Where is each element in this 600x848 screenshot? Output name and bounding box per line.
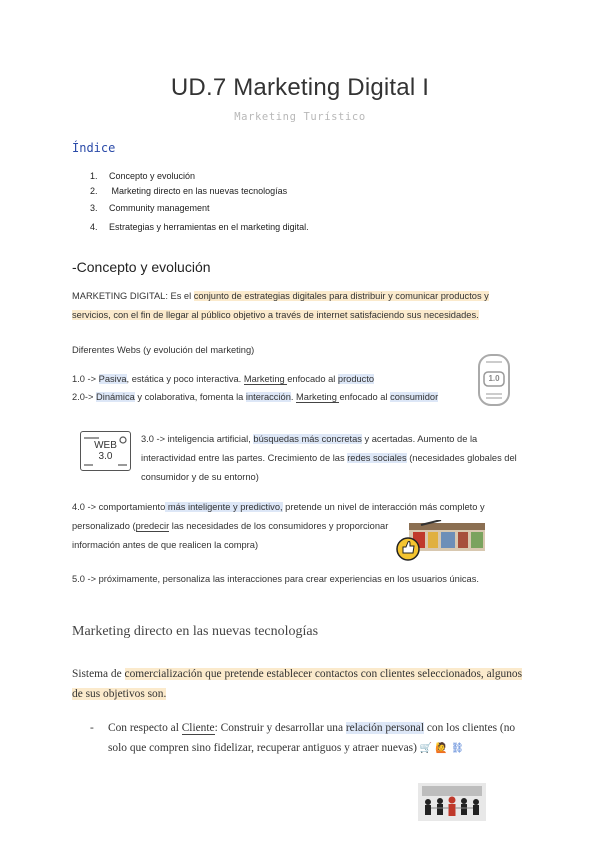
toc-label: Estrategias y herramientas en el marketing digital. (109, 222, 309, 232)
web1-marketing: Marketing (243, 374, 288, 384)
toc-item (90, 203, 210, 213)
web2-marketing: Marketing (296, 392, 340, 402)
toc-num: 4. (90, 222, 98, 232)
web4-text-a: 4.0 -> comportamiento (72, 502, 166, 512)
web1-prefix: 1.0 -> (72, 374, 99, 384)
intro-highlight-1: comercialización que pretende establecer contactos con clientes seleccionados, algunos (124, 668, 523, 680)
toc-label: Community management (109, 203, 210, 213)
toc-label: Marketing directo en las nuevas tecnologías (109, 186, 288, 196)
web2-consumidor: consumidor (390, 392, 439, 402)
web2-enfocado: enfocado al (339, 392, 391, 402)
bullet-text-c: : Construir y desarrollar una (214, 722, 346, 734)
web4-predecir: predecir (135, 521, 170, 531)
web4-text-g: información antes de que realicen la compra) (72, 540, 259, 550)
web1-pasiva: Pasiva (98, 374, 127, 384)
definition-highlight-1: conjunto de estrategias digitales para distribuir y comunicar productos y (193, 291, 489, 301)
web1-line (72, 370, 374, 389)
web4-image (395, 520, 485, 562)
bullet-emoji-icons: 🛒 🙋 ⛓ (419, 743, 464, 754)
web1-producto: producto (337, 374, 375, 384)
definition-highlight-2: servicios, con el fin de llegar al público objetivo a través de internet satisfaciendo sus necesidades. (72, 310, 479, 320)
web3-text-c: y acertadas. Aumento de la (361, 434, 478, 444)
bullet-cliente: Cliente (181, 722, 215, 734)
web3-paragraph (141, 430, 531, 487)
people-network-image (418, 783, 486, 821)
toc-label: Concepto y evolución (109, 171, 196, 181)
intro-highlight-2: de sus objetivos son. (72, 688, 167, 700)
web3-busquedas: búsquedas más concretas (253, 434, 362, 444)
definition-paragraph (72, 287, 532, 325)
web3-icon-text-1: WEB (94, 440, 117, 451)
web4-text-d: personalizado ( (72, 521, 136, 531)
page-subtitle: Marketing Turístico (234, 111, 366, 123)
web3-text-a: 3.0 -> inteligencia artificial, (141, 434, 254, 444)
web3-icon-text-2: 3.0 (98, 451, 113, 462)
toc-item (90, 186, 287, 196)
web3-text-d: interactividad entre las partes. Crecimiento de las (141, 453, 348, 463)
web5-line: 5.0 -> próximamente, personaliza las interacciones para crear experiencias en los usuarios únicas. (72, 574, 479, 584)
page-title: UD.7 Marketing Digital I (170, 74, 430, 101)
web2-desc: y colaborativa, fomenta la (134, 392, 246, 402)
web3-text-f: (necesidades globales del (406, 453, 517, 463)
web4-text-f: las necesidades de los consumidores y proporcionar (169, 521, 389, 531)
toc-num: 1. (90, 171, 98, 181)
intro-paragraph (72, 664, 532, 704)
web1-icon (476, 352, 512, 408)
bullet-relacion: relación personal (345, 722, 425, 734)
definition-lead: MARKETING DIGITAL: Es el (72, 291, 194, 301)
web1-icon-label: 1.0 (488, 374, 500, 383)
web3-redes: redes sociales (347, 453, 407, 463)
web1-enfocado: enfocado al (287, 374, 338, 384)
section-heading-marketing-directo: Marketing directo en las nuevas tecnologías (72, 624, 319, 639)
web2-dinamica: Dinámica (96, 392, 135, 402)
toc-num: 2. (90, 186, 98, 196)
web2-prefix: 2.0-> (72, 392, 97, 402)
index-heading: Índice (72, 141, 116, 155)
toc-item (90, 171, 195, 181)
bullet-text-e: con los clientes (no (424, 722, 516, 734)
bullet-lead: Con respecto al (108, 722, 182, 734)
web2-line (72, 388, 438, 407)
web2-interaccion: interacción (245, 392, 291, 402)
web4-text-c: pretende un nivel de interacción más completo y (282, 502, 485, 512)
web3-text-g: consumidor y de su entorno) (141, 472, 259, 482)
web2-dot: . (290, 392, 297, 402)
section-heading-concepto: -Concepto y evolución (72, 259, 211, 275)
web3-icon (80, 431, 131, 471)
web1-desc: , estática y poco interactiva. (126, 374, 244, 384)
bullet-paragraph (108, 718, 533, 759)
webs-heading: Diferentes Webs (y evolución del marketing) (72, 345, 255, 355)
web4-predictivo: más inteligente y predictivo, (165, 502, 283, 512)
bullet-text-f: solo que compren sino fidelizar, recuperar antiguos y atraer nuevas) (108, 742, 420, 754)
intro-lead: Sistema de (72, 668, 125, 680)
toc-item (90, 222, 309, 232)
bullet-dash: - (90, 722, 94, 734)
toc-num: 3. (90, 203, 98, 213)
